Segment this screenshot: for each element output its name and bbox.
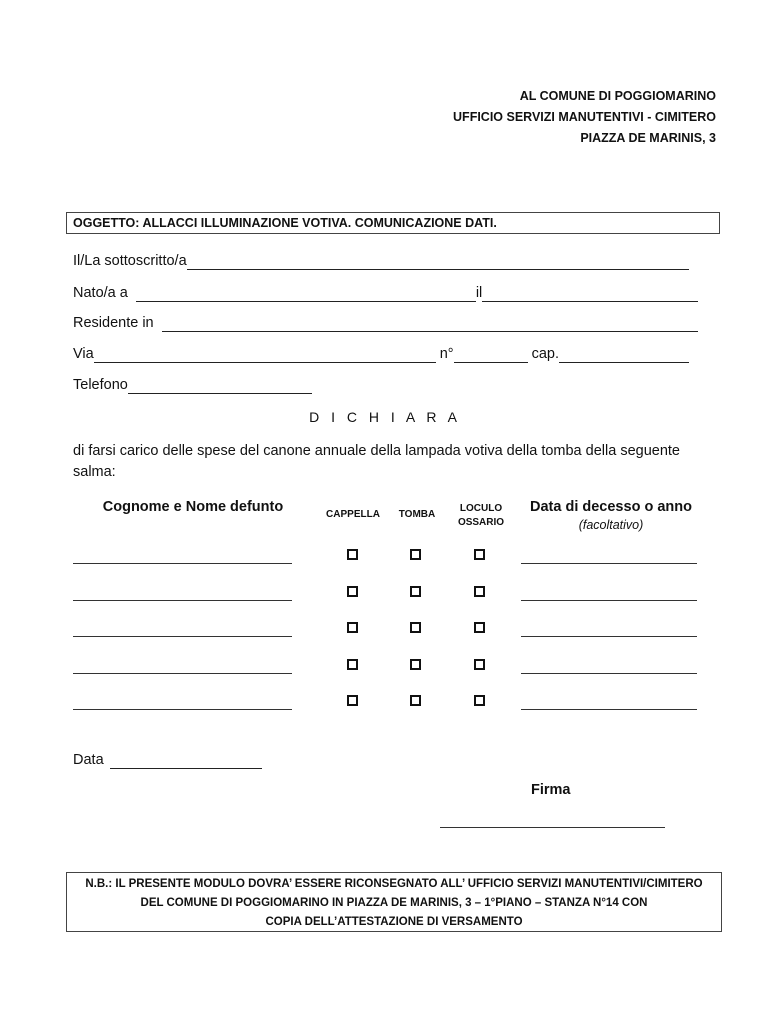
niche-checkbox[interactable] [474, 622, 485, 633]
cap-label: cap. [531, 346, 559, 362]
undersigned-row [73, 252, 689, 270]
phone-label: Telefono [73, 377, 128, 393]
chapel-checkbox[interactable] [347, 622, 358, 633]
tomb-checkbox[interactable] [410, 622, 421, 633]
col-header-tomb: TOMBA [398, 509, 436, 520]
niche-checkbox[interactable] [474, 586, 485, 597]
undersigned-input-line[interactable] [187, 255, 689, 270]
born-label: Nato/a a [73, 285, 128, 301]
date-input-line[interactable] [110, 754, 262, 769]
death-date-line[interactable] [521, 708, 697, 710]
recipient-address [453, 86, 716, 149]
niche-checkbox[interactable] [474, 695, 485, 706]
tomb-checkbox[interactable] [410, 586, 421, 597]
phone-row [73, 376, 312, 394]
col-header-chapel: CAPPELLA [326, 509, 380, 520]
date-row [73, 751, 262, 769]
birth-row [73, 284, 698, 302]
recipient-line-3: PIAZZA DE MARINIS, 3 [580, 131, 716, 145]
death-date-line[interactable] [521, 599, 697, 601]
declaration-paragraph: di farsi carico delle spese del canone annuale della lampada votiva della tomba della seguente salma: [73, 443, 680, 480]
col-header-niche [448, 502, 514, 530]
death-date-line[interactable] [521, 635, 697, 637]
deceased-name-line[interactable] [73, 708, 292, 710]
street-input-line[interactable] [94, 348, 436, 363]
number-input-line[interactable] [454, 348, 528, 363]
phone-input-line[interactable] [128, 379, 312, 394]
tomb-checkbox[interactable] [410, 659, 421, 670]
birthplace-input-line[interactable] [136, 287, 476, 302]
col-header-name: Cognome e Nome defunto [102, 499, 284, 515]
col-header-niche-line1: LOCULO [459, 503, 503, 514]
recipient-line-1: AL COMUNE DI POGGIOMARINO [519, 89, 716, 103]
undersigned-label: Il/La sottoscritto/a [73, 253, 187, 269]
residence-input-line[interactable] [162, 317, 698, 332]
chapel-checkbox[interactable] [347, 549, 358, 560]
subject-box [66, 212, 720, 234]
chapel-checkbox[interactable] [347, 586, 358, 597]
signature-line[interactable] [440, 826, 665, 828]
tomb-checkbox[interactable] [410, 695, 421, 706]
chapel-checkbox[interactable] [347, 659, 358, 670]
death-date-line[interactable] [521, 562, 697, 564]
cap-input-line[interactable] [559, 348, 689, 363]
tomb-checkbox[interactable] [410, 549, 421, 560]
col-header-date-note: (facoltativo) [578, 518, 644, 532]
col-header-niche-line2: OSSARIO [457, 517, 505, 528]
birthdate-input-line[interactable] [482, 287, 698, 302]
date-label: Data [73, 752, 104, 768]
subject-text: OGGETTO: ALLACCI ILLUMINAZIONE VOTIVA. COMUNICAZIONE DATI. [73, 216, 497, 230]
chapel-checkbox[interactable] [347, 695, 358, 706]
niche-checkbox[interactable] [474, 659, 485, 670]
niche-checkbox[interactable] [474, 549, 485, 560]
signature-label: Firma [531, 782, 571, 798]
note-line-1: N.B.: IL PRESENTE MODULO DOVRA’ ESSERE RICONSEGNATO ALL’ UFFICIO SERVIZI MANUTENTIVI/CIMITERO [85, 878, 703, 890]
note-line-2: DEL COMUNE DI POGGIOMARINO IN PIAZZA DE MARINIS, 3 – 1°PIANO – STANZA N°14 CON [140, 897, 648, 909]
street-label: Via [73, 346, 94, 362]
number-label: n° [439, 346, 454, 362]
recipient-line-2: UFFICIO SERVIZI MANUTENTIVI - CIMITERO [453, 110, 716, 124]
residence-row [73, 314, 698, 332]
declares-heading: D I C H I A R A [309, 409, 461, 425]
note-box [66, 872, 722, 932]
resident-label: Residente in [73, 315, 154, 331]
address-row [73, 345, 689, 363]
deceased-name-line[interactable] [73, 672, 292, 674]
death-date-line[interactable] [521, 672, 697, 674]
born-date-label: il [475, 285, 483, 301]
deceased-name-line[interactable] [73, 635, 292, 637]
note-line-3: COPIA DELL’ATTESTAZIONE DI VERSAMENTO [265, 916, 523, 928]
deceased-name-line[interactable] [73, 562, 292, 564]
col-header-date: Data di decesso o anno [530, 499, 692, 515]
deceased-name-line[interactable] [73, 599, 292, 601]
